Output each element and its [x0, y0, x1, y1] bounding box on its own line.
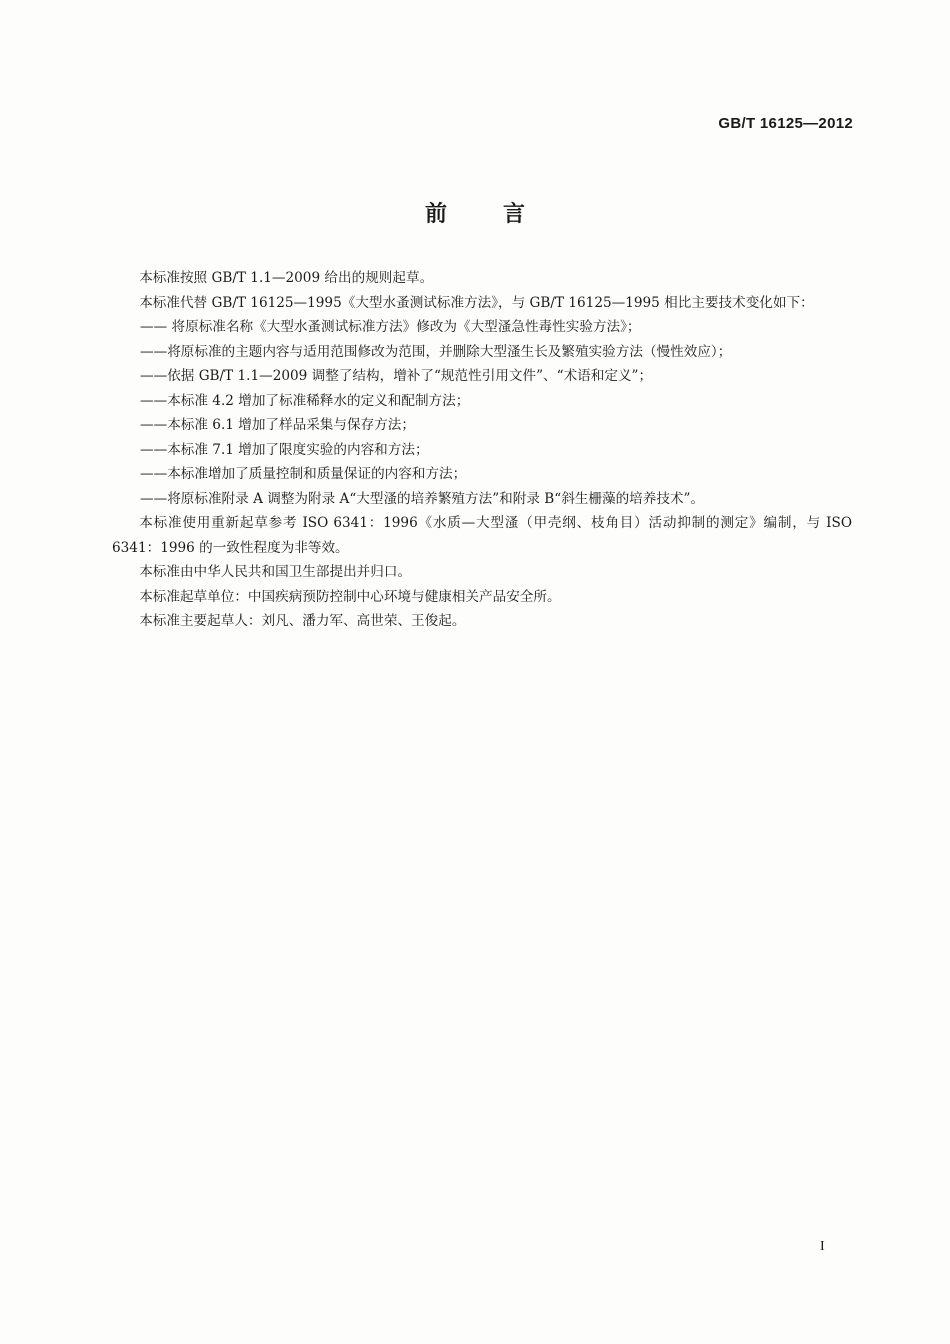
foreword-body: [112, 266, 852, 634]
change-item: ——本标准增加了质量控制和质量保证的内容和方法；: [140, 466, 467, 482]
paragraph-drafting-rules: 本标准按照 GB/T 1.1—2009 给出的规则起草。: [139, 270, 434, 286]
paragraph-drafting-unit: 本标准起草单位：中国疾病预防控制中心环境与健康相关产品安全所。: [139, 588, 561, 605]
paragraph-drafters: 本标准主要起草人：刘凡、潘力军、高世荣、王俊起。: [139, 613, 466, 629]
page-title: 前言: [424, 202, 581, 227]
change-item: ——依据 GB/T 1.1—2009 调整了结构，增补了“规范性引用文件”、“术语和定义”；: [140, 368, 653, 384]
page-number: I: [820, 1239, 825, 1254]
change-item: ——本标准 4.2 增加了标准稀释水的定义和配制方法；: [140, 392, 470, 409]
change-item: —— 将原标准名称《大型水蚤测试标准方法》修改为《大型溞急性毒性实验方法》；: [140, 319, 641, 335]
paragraph-replaces: 本标准代替 GB/T 16125—1995《大型水蚤测试标准方法》，与 GB/T 16125—1995 相比主要技术变化如下：: [139, 294, 814, 311]
paragraph-iso-reference: 本标准使用重新起草参考 ISO 6341：1996《水质—大型溞（甲壳纲、枝角目）活动抑制的测定》编制，与 ISO 6341：1996 的一致性程度为非等效。: [112, 515, 852, 556]
change-item: ——将原标准附录 A 调整为附录 A“大型溞的培养繁殖方法”和附录 B“斜生栅藻的培养技术”。: [140, 490, 705, 507]
change-item: ——将原标准的主题内容与适用范围修改为范围，并删除大型溞生长及繁殖实验方法（慢性效应）；: [140, 343, 732, 360]
paragraph-proposer: 本标准由中华人民共和国卫生部提出并归口。: [139, 564, 412, 580]
change-item: ——本标准 7.1 增加了限度实验的内容和方法；: [140, 441, 429, 458]
change-item: ——本标准 6.1 增加了样品采集与保存方法；: [140, 417, 415, 433]
standard-code: GB/T 16125—2012: [718, 115, 853, 132]
